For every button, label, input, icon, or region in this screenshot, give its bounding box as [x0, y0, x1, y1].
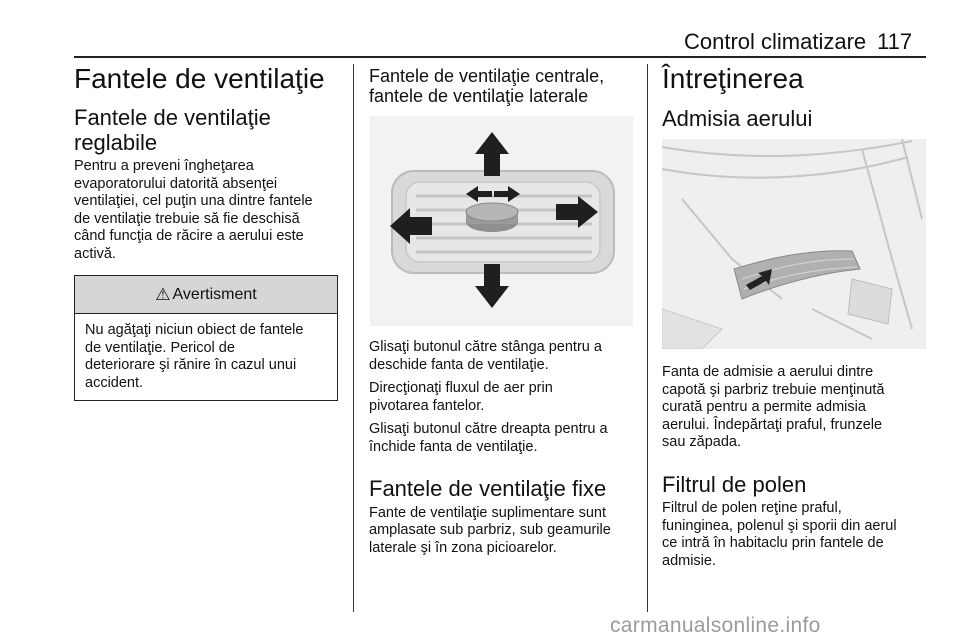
vent-illustration [370, 116, 633, 326]
paragraph-reglabile: Pentru a preveni îngheţarea evaporatorului datorită absenţei ventilaţiei, cel puţin una dintre fantele de ventilaţie trebuie să fie deschisă când funcţia de răcire a aerului este activă. [74, 158, 313, 262]
column-right-text [662, 364, 928, 570]
page-header [0, 0, 960, 58]
paragraph-admisia: Fanta de admisie a aerului dintre capotă şi parbriz trebuie menţinută curată pentru a permite admisia aerului. Îndepărtaţi praful, frunzele sau zăpada. [662, 364, 885, 451]
column-right [662, 62, 928, 131]
paragraph-fixe: Fante de ventilaţie suplimentare sunt amplasate sub parbriz, sub geamurile laterale şi în zona picioarelor. [369, 504, 611, 556]
warning-text: Nu agăţaţi niciun obiect de fantele de ventilaţie. Pericol de deteriorare şi rănire în cazul unui accident. [85, 322, 304, 391]
column-middle-text [369, 339, 635, 557]
heading-filtrul-polen: Filtrul de polen [662, 471, 807, 497]
warning-header [75, 276, 337, 314]
paragraph-directionati: Direcţionaţi fluxul de aer prin pivotarea fantelor. [369, 380, 553, 414]
heading-intretinerea: Întreţinerea [662, 63, 804, 94]
warning-box [74, 275, 338, 401]
warning-triangle-icon: ⚠ [155, 284, 171, 304]
column-middle [369, 62, 635, 106]
air-intake-icon [662, 139, 926, 349]
paragraph-filtrul-polen: Filtrul de polen reţine praful, funinginea, polenul şi sporii din aerul ce intră în habitaclu prin fantele de admisie. [662, 499, 897, 569]
warning-title: Avertisment [172, 285, 257, 303]
header-rule [74, 56, 926, 58]
watermark: carmanualsonline.info [610, 614, 821, 637]
heading-admisia: Admisia aerului [662, 106, 813, 131]
column-divider [353, 64, 354, 612]
air-intake-illustration [662, 139, 926, 349]
paragraph-glisati-dreapta: Glisaţi butonul către dreapta pentru a închide fanta de ventilaţie. [369, 421, 608, 455]
section-title: Control climatizare [684, 29, 867, 54]
air-vent-icon [370, 116, 633, 326]
column-left [74, 62, 340, 264]
heading-fantele: Fantele de ventilaţie [74, 63, 325, 94]
column-divider [647, 64, 648, 612]
paragraph-glisati-stanga: Glisaţi butonul către stânga pentru a deschide fanta de ventilaţie. [369, 339, 602, 373]
heading-fixe: Fantele de ventilaţie fixe [369, 475, 607, 501]
heading-centrale-laterale: Fantele de ventilaţie centrale, fantele de ventilaţie laterale [369, 66, 605, 106]
subheading-reglabile: Fantele de ventilaţie reglabile [74, 105, 271, 155]
page-number: 117 [877, 29, 913, 54]
